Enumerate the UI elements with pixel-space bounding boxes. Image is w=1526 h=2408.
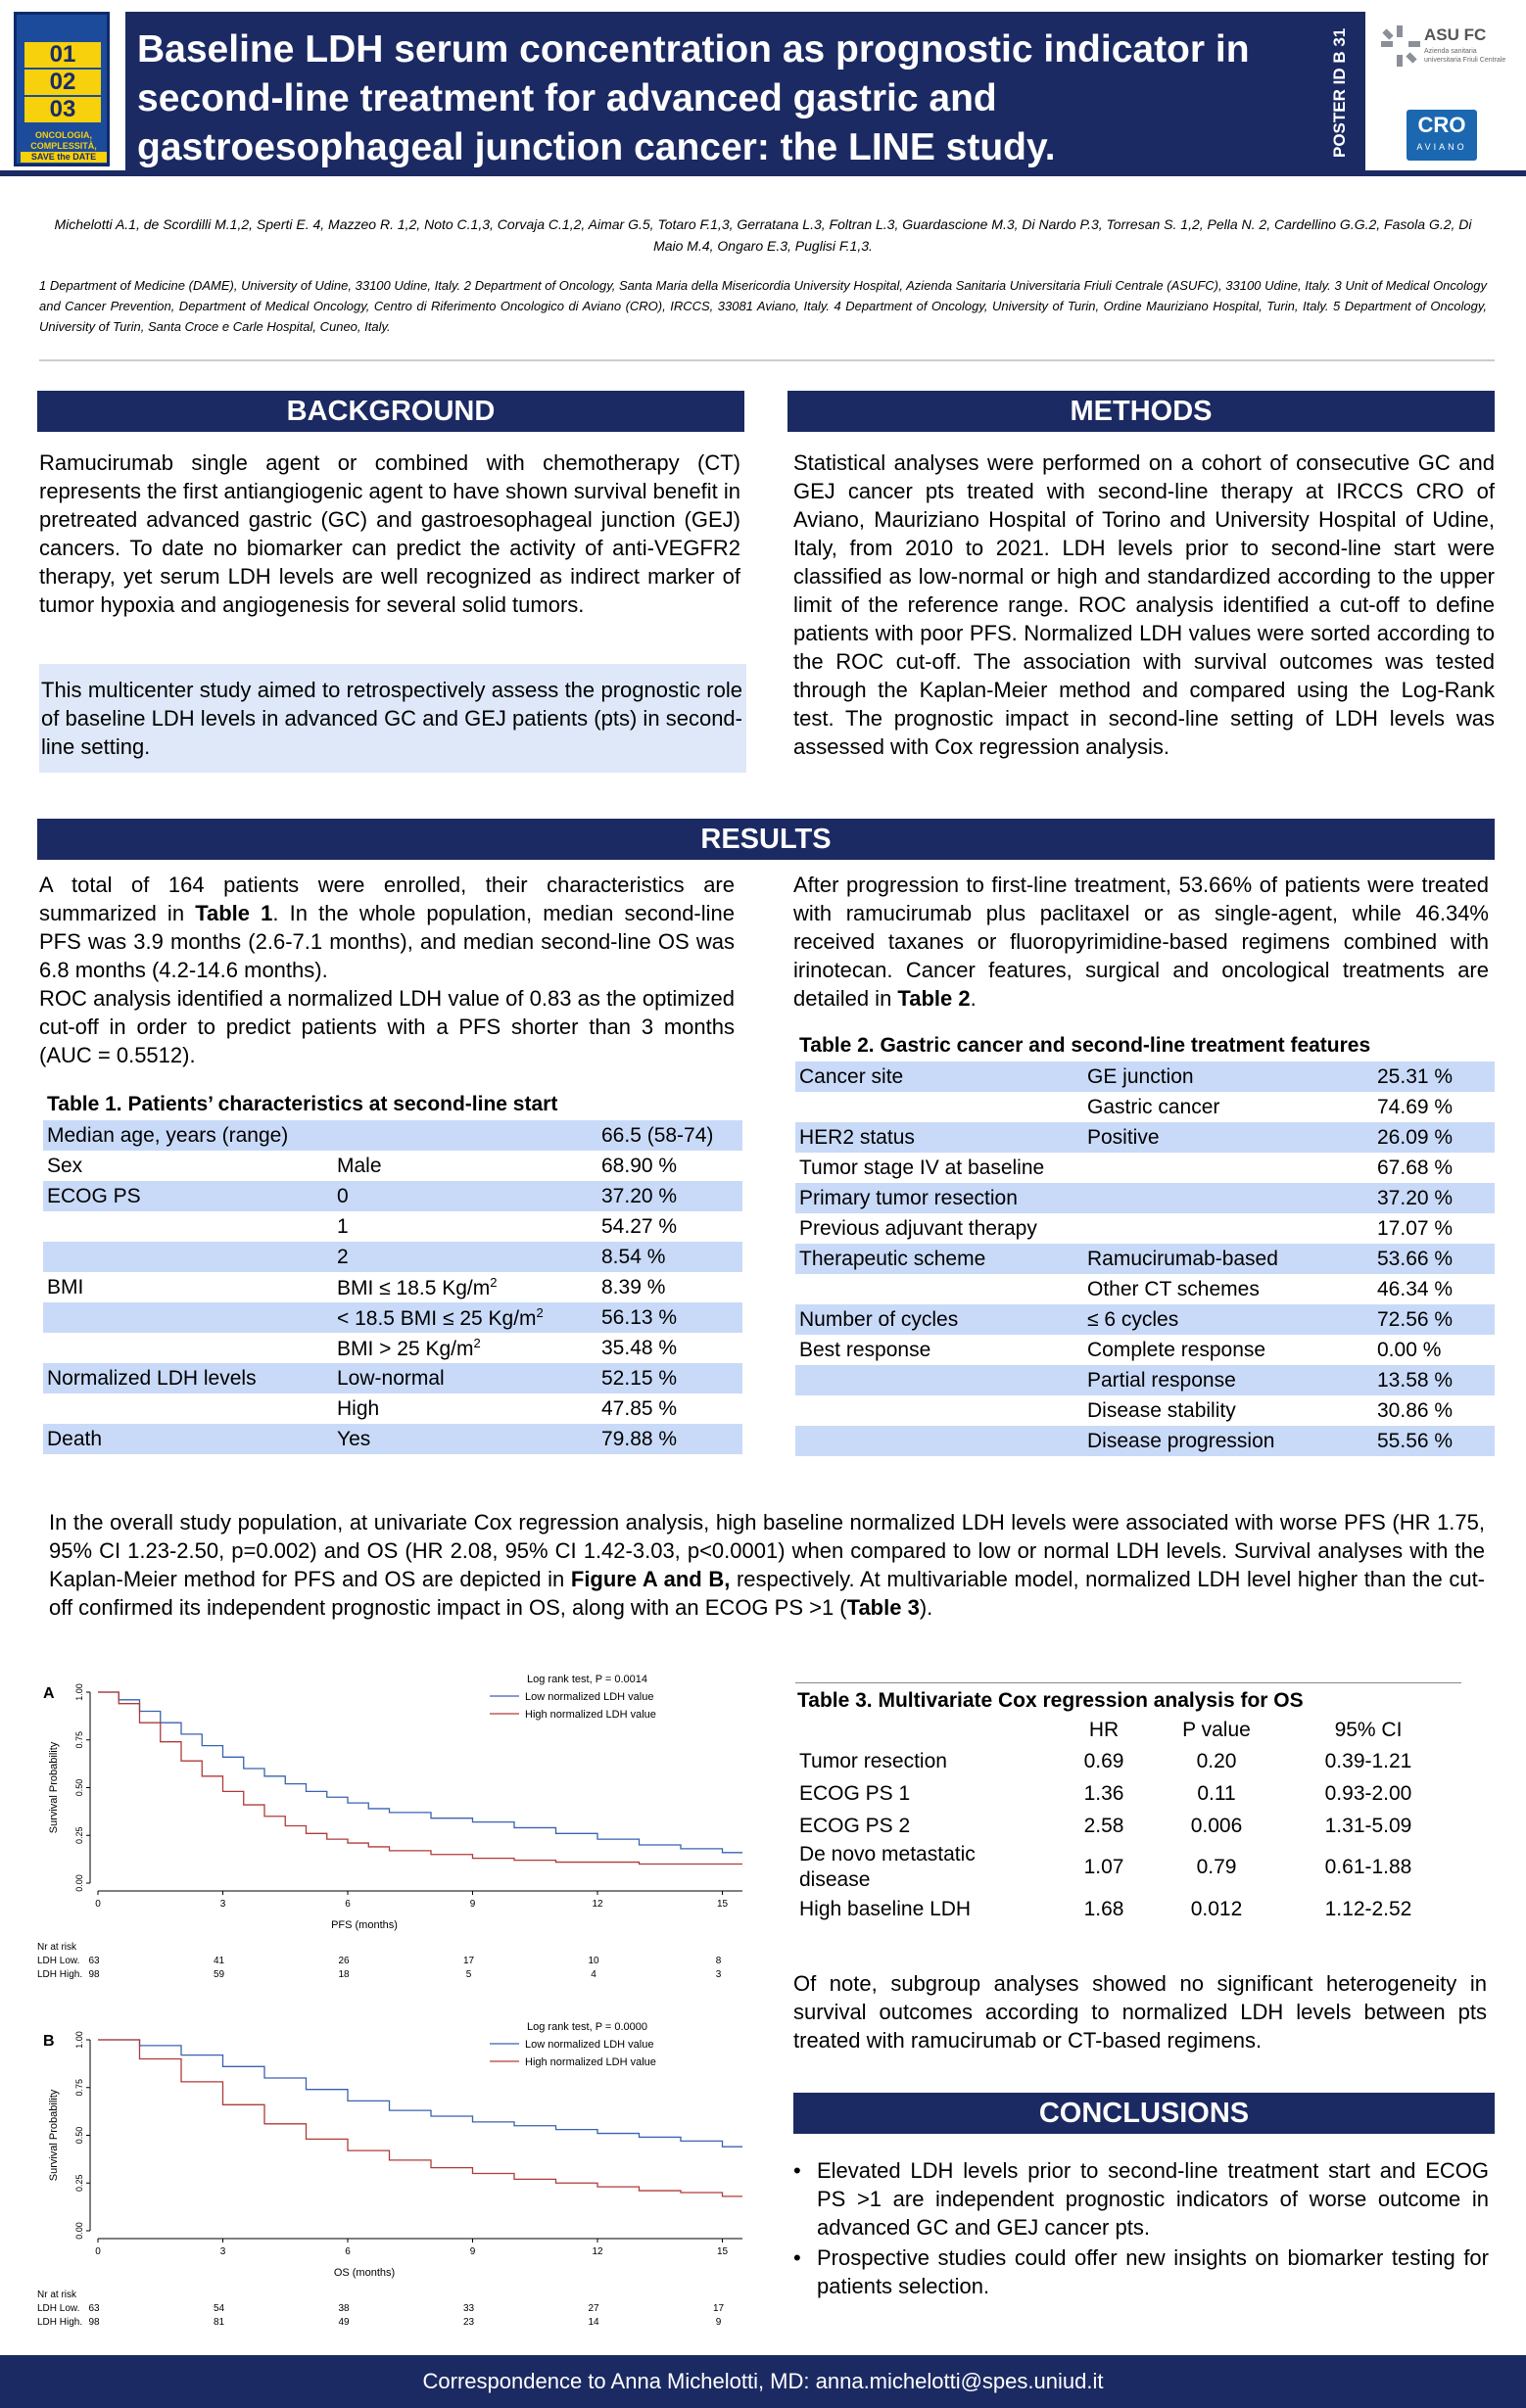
table-cell: 1 bbox=[337, 1214, 349, 1238]
table-row bbox=[795, 1274, 1495, 1304]
table-cell: Primary tumor resection bbox=[795, 1183, 1083, 1213]
risk-value: 33 bbox=[462, 2303, 475, 2314]
table-cell bbox=[1083, 1183, 1373, 1213]
table-row bbox=[43, 1302, 742, 1333]
risk-value: 59 bbox=[213, 1969, 225, 1980]
results-heading: RESULTS bbox=[37, 819, 1495, 860]
table-1 bbox=[43, 1089, 742, 1454]
wide-text-2: respectively. At multivariable model, normalized LDH level higher than the cut-off confirmed its independent prognostic impact in OS, along with an ECOG PS >1 ( bbox=[49, 1567, 1486, 1620]
table1-ref: Table 1 bbox=[195, 901, 273, 925]
x-tick-label: 12 bbox=[592, 2246, 603, 2257]
log-rank-annotation: Log rank test, P = 0.0014 bbox=[527, 1674, 648, 1685]
table-cell: 25.31 % bbox=[1373, 1062, 1495, 1092]
table3-header-row bbox=[795, 1715, 1461, 1745]
x-tick-label: 9 bbox=[469, 1899, 476, 1910]
table-row bbox=[43, 1333, 742, 1363]
results-roc-text: ROC analysis identified a normalized LDH value of 0.83 as the optimized cut-off in order to predict patients with a PFS shorter than 3 months (AUC = 0.5512). bbox=[39, 986, 735, 1067]
table-cell bbox=[795, 1365, 1083, 1395]
table-cell: 0.39-1.21 bbox=[1324, 1749, 1412, 1772]
wide-text-1: In the overall study population, at univariate Cox regression analysis, high baseline normalized LDH levels were associated with worse PFS (HR 1.75, 95% CI 1.23-2.50, p=0.002) and OS (HR 2.08, 95% CI 1.42-3.03, p<0.0001) when compared to low or normal LDH levels. Survival analyses with the Kaplan-Meier method for PFS and OS are depicted in bbox=[49, 1510, 1485, 1591]
x-axis-label: PFS (months) bbox=[331, 1919, 398, 1931]
risk-value: 17 bbox=[712, 2303, 725, 2314]
table-row bbox=[43, 1363, 742, 1393]
conclusions-heading: CONCLUSIONS bbox=[793, 2093, 1495, 2134]
table3-caption: Table 3. Multivariate Cox regression analysis for OS bbox=[797, 1689, 1304, 1712]
table-cell: 0 bbox=[333, 1181, 597, 1211]
table-cell: 74.69 % bbox=[1377, 1095, 1454, 1118]
table2-body bbox=[795, 1062, 1495, 1456]
table1-body bbox=[43, 1120, 742, 1454]
methods-text: Statistical analyses were performed on a cohort of consecutive GC and GEJ cancer pts treated with second-line therapy at IRCCS CRO of Aviano, Mauriziano Hospital of Torino and University Hospital of Udine, Italy, from 2010 to 2021. LDH levels prior to second-line start were classified as low-normal or high and standardized according to the upper limit of the reference range. ROC analysis identified a cut-off to define patients with poor PFS. Normalized LDH values were sorted according to the ROC cut-off. The association with survival outcomes was tested through the Kaplan-Meier method and compared using the Log-Rank test. The prognostic impact in second-line setting of LDH levels was assessed with Cox regression analysis. bbox=[793, 450, 1495, 759]
table-cell: ECOG PS bbox=[43, 1181, 333, 1211]
table-row bbox=[795, 1062, 1495, 1092]
cro-logo bbox=[1407, 110, 1477, 161]
table2-caption: Table 2. Gastric cancer and second-line treatment features bbox=[799, 1034, 1371, 1057]
risk-value: 38 bbox=[338, 2303, 350, 2314]
results-wide-text bbox=[49, 1508, 1485, 1622]
table-cell: 0.012 bbox=[1190, 1897, 1243, 1920]
table-cell: 56.13 % bbox=[597, 1302, 742, 1333]
table-cell: Male bbox=[337, 1154, 382, 1177]
table-row bbox=[43, 1181, 742, 1211]
table-cell bbox=[43, 1393, 333, 1424]
table-cell bbox=[43, 1211, 333, 1242]
subgroup-note: Of note, subgroup analyses showed no significant heterogeneity in survival outcomes according to normalized LDH levels between pts treated with ramucirumab or CT-based regimens. bbox=[793, 1971, 1487, 2053]
results-right-text bbox=[793, 871, 1489, 1013]
table-cell: 72.56 % bbox=[1373, 1304, 1495, 1335]
table-cell bbox=[43, 1302, 333, 1333]
table-cell: Gastric cancer bbox=[1087, 1095, 1220, 1118]
table-cell: 46.34 % bbox=[1377, 1277, 1454, 1300]
table-row bbox=[795, 1395, 1495, 1426]
table-cell: Therapeutic scheme bbox=[795, 1244, 1083, 1274]
table-cell: Positive bbox=[1083, 1122, 1373, 1153]
x-tick-label: 3 bbox=[219, 2246, 226, 2257]
table-row bbox=[795, 1244, 1495, 1274]
affiliations: 1 Department of Medicine (DAME), University of Udine, 33100 Udine, Italy. 2 Department of Oncology, Santa Maria della Misericordia University Hospital, Azienda Sanitaria Universitaria Friuli Centrale (ASUFC), 33100 Udine, Italy. 3 Unit of Medical Oncology and Cancer Prevention, Department of Medical Oncology, Centro di Riferimento Oncologico di Aviano (CRO), IRCCS, 33081 Aviano, Italy. 4 Department of Oncology, University of Turin, Ordine Mauriziano Hospital, Turin, Italy. 5 Department of Oncology, University of Turin, Santa Croce e Carle Hospital, Cuneo, Italy. bbox=[39, 278, 1487, 334]
x-tick-label: 0 bbox=[95, 2246, 101, 2257]
risk-value: 98 bbox=[88, 2317, 100, 2328]
table3-header: HR bbox=[1088, 1718, 1120, 1741]
table-cell: 0.93-2.00 bbox=[1324, 1781, 1412, 1805]
table-cell: ECOG PS 1 bbox=[799, 1781, 911, 1805]
table-cell bbox=[795, 1426, 1083, 1456]
y-axis-label: Survival Probability bbox=[48, 2089, 60, 2182]
table-cell: 0.00 % bbox=[1377, 1338, 1442, 1361]
risk-value: 17 bbox=[462, 1956, 475, 1966]
table-cell: 8.54 % bbox=[597, 1242, 742, 1272]
table-cell: 1.31-5.09 bbox=[1324, 1814, 1412, 1837]
authors: Michelotti A.1, de Scordilli M.1,2, Sperti E. 4, Mazzeo R. 1,2, Noto C.1,3, Corvaja C.1,2, Aimar G.5, Totaro F.1,3, Gerratana L.3, Foltran L.3, Guardascione M.3, Di Nardo P.3, Torresan S. 1,2, Pella N. 2, Cardellino G.G.2, Fasola G.2, Di Maio M.4, Ongaro E.3, Puglisi F.1,3. bbox=[54, 216, 1472, 254]
table-cell: 8.39 % bbox=[601, 1275, 666, 1298]
table-cell: 68.90 % bbox=[601, 1154, 678, 1177]
x-axis-label: OS (months) bbox=[333, 2267, 396, 2279]
table-cell: Death bbox=[43, 1424, 333, 1454]
table-row bbox=[43, 1242, 742, 1272]
table-row bbox=[795, 1153, 1495, 1183]
conclusions-list bbox=[789, 2156, 1489, 2302]
x-tick-label: 6 bbox=[345, 2246, 351, 2257]
risk-value: 63 bbox=[88, 2303, 100, 2314]
risk-value: 8 bbox=[715, 1956, 722, 1966]
table-cell: 0.11 bbox=[1197, 1781, 1236, 1805]
table-cell: ECOG PS 2 bbox=[799, 1814, 911, 1837]
table-cell: 1.68 bbox=[1083, 1897, 1124, 1920]
table-cell: BMI ≤ 18.5 $Kg/m^2$ bbox=[337, 1274, 498, 1299]
results-text-2: . In the whole population, median second-line PFS was 3.9 months (2.6-7.1 months), and median second-line OS was 6.8 months (4.2-14.6 months). bbox=[39, 901, 735, 982]
table-cell: 54.27 % bbox=[601, 1214, 678, 1238]
table-cell: BMI > 25 $Kg/m^2$ bbox=[337, 1335, 481, 1360]
table-cell: GE junction bbox=[1083, 1062, 1373, 1092]
table-cell: 53.66 % bbox=[1373, 1244, 1495, 1274]
table-row bbox=[43, 1151, 742, 1181]
risk-value: 26 bbox=[338, 1956, 350, 1966]
table-row bbox=[43, 1120, 742, 1151]
results-left-text bbox=[39, 871, 735, 1069]
table-cell: 13.58 % bbox=[1373, 1365, 1495, 1395]
table-cell: BMI bbox=[47, 1275, 84, 1298]
table-cell: Best response bbox=[799, 1338, 931, 1361]
table-cell: 55.56 % bbox=[1373, 1426, 1495, 1456]
km-chart-svg bbox=[37, 2012, 742, 2350]
x-tick-label: 0 bbox=[95, 1899, 101, 1910]
table-row bbox=[795, 1092, 1495, 1122]
table3-ref: Table 3 bbox=[846, 1595, 920, 1620]
results-text-1: A total of 164 patients were enrolled, their characteristics are summarized in bbox=[39, 873, 735, 925]
table-cell bbox=[1083, 1153, 1373, 1183]
y-tick-label: 0.25 bbox=[74, 2174, 84, 2193]
y-tick-label: 0.00 bbox=[74, 2222, 84, 2240]
table-row bbox=[795, 1335, 1495, 1365]
table-cell: 0.20 bbox=[1196, 1749, 1237, 1772]
table-cell: 35.48 % bbox=[601, 1336, 678, 1359]
logo-save-date: SAVE the DATE bbox=[21, 152, 107, 163]
table-cell: 17.07 % bbox=[1377, 1216, 1454, 1240]
table3-header bbox=[795, 1715, 1050, 1745]
table-cell: Disease stability bbox=[1087, 1398, 1236, 1422]
table1-caption: Table 1. Patients’ characteristics at second-line start bbox=[47, 1093, 558, 1115]
table-cell bbox=[43, 1333, 333, 1363]
table-cell bbox=[1083, 1213, 1373, 1244]
table-row bbox=[43, 1272, 742, 1302]
table-row bbox=[43, 1211, 742, 1242]
table3-body bbox=[795, 1715, 1461, 1925]
table-cell: Sex bbox=[47, 1154, 83, 1177]
table-cell: 47.85 % bbox=[601, 1396, 678, 1420]
table-row bbox=[795, 1183, 1495, 1213]
risk-table-title: Nr at risk bbox=[37, 2290, 76, 2300]
risk-value: 4 bbox=[591, 1969, 596, 1980]
background-aim: This multicenter study aimed to retrospectively assess the prognostic role of baseline LDH levels in advanced GC and GEJ patients (pts) in second-line setting. bbox=[39, 664, 746, 773]
table-cell: High baseline LDH bbox=[799, 1897, 972, 1920]
table-cell: 0.69 bbox=[1083, 1749, 1124, 1772]
asufc-sub: Azienda sanitaria universitaria Friuli Centrale bbox=[1424, 48, 1506, 64]
table-cell: Tumor stage IV at baseline bbox=[799, 1156, 1045, 1179]
table-row bbox=[795, 1777, 1461, 1810]
table-cell: 0.61-1.88 bbox=[1324, 1856, 1412, 1878]
table-row bbox=[43, 1393, 742, 1424]
legend-label: Low normalized LDH value bbox=[525, 2039, 654, 2051]
table-cell: 0.006 bbox=[1190, 1814, 1243, 1837]
risk-value: 9 bbox=[715, 2317, 722, 2328]
methods-heading: METHODS bbox=[787, 391, 1495, 432]
x-tick-label: 12 bbox=[592, 1899, 603, 1910]
table-cell: Yes bbox=[333, 1424, 597, 1454]
table-row bbox=[795, 1122, 1495, 1153]
table-row bbox=[795, 1745, 1461, 1777]
table-cell: Other CT schemes bbox=[1087, 1277, 1260, 1300]
logo-subtitle: ONCOLOGIA, COMPLESSITÀ, bbox=[30, 130, 97, 151]
risk-value: 98 bbox=[88, 1969, 100, 1980]
title-band bbox=[125, 12, 1314, 173]
legend-label: High normalized LDH value bbox=[525, 2056, 656, 2068]
table-2 bbox=[795, 1030, 1495, 1456]
table-row bbox=[43, 1424, 742, 1454]
x-tick-label: 15 bbox=[716, 2246, 729, 2257]
table-cell: 26.09 % bbox=[1373, 1122, 1495, 1153]
y-tick-label: 0.50 bbox=[74, 2126, 84, 2145]
conclusion-item: • Prospective studies could offer new insights on biomarker testing for patients selection. bbox=[789, 2243, 1489, 2300]
x-tick-label: 9 bbox=[469, 2246, 476, 2257]
x-tick-label: 15 bbox=[716, 1899, 729, 1910]
table-cell: Complete response bbox=[1087, 1338, 1266, 1361]
table-row bbox=[795, 1842, 1461, 1893]
y-tick-label: 1.00 bbox=[74, 1683, 84, 1701]
table-cell bbox=[795, 1092, 1083, 1122]
figure-ref: Figure A and B, bbox=[570, 1567, 731, 1591]
table3-header: 95% CI bbox=[1334, 1718, 1403, 1741]
table-cell bbox=[43, 1242, 333, 1272]
table-cell: HER2 status bbox=[795, 1122, 1083, 1153]
y-tick-label: 1.00 bbox=[74, 2031, 84, 2049]
results-right-2: . bbox=[970, 986, 977, 1011]
table-3 bbox=[795, 1682, 1461, 1925]
risk-value: 23 bbox=[462, 2317, 475, 2328]
table-cell bbox=[795, 1274, 1083, 1304]
table-cell: 79.88 % bbox=[597, 1424, 742, 1454]
divider bbox=[39, 359, 1495, 361]
y-tick-label: 0.00 bbox=[74, 1874, 84, 1892]
risk-value: 54 bbox=[213, 2303, 225, 2314]
panel-label: A bbox=[43, 1685, 55, 1702]
table3-header: P value bbox=[1182, 1718, 1251, 1741]
table-cell: 2.58 bbox=[1083, 1814, 1124, 1837]
table-cell: Disease progression bbox=[1083, 1426, 1373, 1456]
background-heading: BACKGROUND bbox=[37, 391, 744, 432]
y-tick-label: 0.75 bbox=[74, 1730, 84, 1749]
table-cell: Tumor resection bbox=[799, 1749, 947, 1772]
table-row bbox=[795, 1213, 1495, 1244]
results-right-1: After progression to first-line treatment, 53.66% of patients were treated with ramucirumab plus paclitaxel or as single-agent, while 46.34% received taxanes or fluoropyrimidine-based regimens combined with irinotecan. Cancer features, surgical and oncological treatments are detailed in bbox=[793, 873, 1489, 1011]
risk-value: 41 bbox=[213, 1956, 225, 1966]
y-axis-label: Survival Probability bbox=[48, 1741, 60, 1834]
legend-label: High normalized LDH value bbox=[525, 1709, 656, 1721]
logo-line-3: 03 bbox=[24, 97, 101, 122]
table-cell: 67.68 % bbox=[1377, 1156, 1454, 1179]
panel-label: B bbox=[43, 2033, 55, 2050]
km-plot-a bbox=[37, 1665, 742, 2007]
table-cell: Ramucirumab-based bbox=[1083, 1244, 1373, 1274]
table-cell: Cancer site bbox=[795, 1062, 1083, 1092]
km-plot-b bbox=[37, 2012, 742, 2350]
risk-value: 63 bbox=[88, 1956, 100, 1966]
table-cell: Partial response bbox=[1083, 1365, 1373, 1395]
table-cell: 37.20 % bbox=[597, 1181, 742, 1211]
risk-value: 27 bbox=[588, 2303, 599, 2314]
asufc-logo bbox=[1381, 20, 1508, 88]
table-cell bbox=[333, 1120, 597, 1151]
x-tick-label: 6 bbox=[345, 1899, 351, 1910]
logo-line-2: 02 bbox=[24, 70, 101, 95]
congress-logo bbox=[14, 12, 110, 166]
risk-row-label: LDH High. bbox=[37, 1969, 83, 1980]
cro-name: CRO bbox=[1417, 113, 1466, 137]
y-tick-label: 0.25 bbox=[74, 1826, 84, 1845]
risk-row-label: LDH Low. bbox=[37, 2303, 80, 2314]
header bbox=[0, 0, 1526, 176]
table-cell: 66.5 (58-74) bbox=[597, 1120, 742, 1151]
table-row bbox=[795, 1810, 1461, 1842]
table-cell: Low-normal bbox=[333, 1363, 597, 1393]
asufc-mark-icon bbox=[1381, 25, 1420, 69]
table-cell: 30.86 % bbox=[1377, 1398, 1454, 1422]
y-tick-label: 0.75 bbox=[74, 2078, 84, 2097]
conclusion-item: • Elevated LDH levels prior to second-line treatment start and ECOG PS >1 are independent prognostic indicators of worse outcome in advanced GC and GEJ cancer pts. bbox=[789, 2156, 1489, 2242]
table-cell: Number of cycles bbox=[795, 1304, 1083, 1335]
table-cell: ≤ 6 cycles bbox=[1083, 1304, 1373, 1335]
table-cell: Previous adjuvant therapy bbox=[799, 1216, 1037, 1240]
log-rank-annotation: Log rank test, P = 0.0000 bbox=[527, 2021, 648, 2033]
table-cell: High bbox=[337, 1396, 380, 1420]
table-cell: < 18.5 BMI ≤ 25 $Kg/m^2$ bbox=[333, 1302, 597, 1333]
risk-value: 49 bbox=[338, 2317, 350, 2328]
risk-row-label: LDH High. bbox=[37, 2317, 83, 2328]
poster-title: Baseline LDH serum concentration as prognostic indicator in second-line treatment for advanced gastric and gastroesophageal junction cancer: the LINE study. bbox=[137, 28, 1250, 168]
table-cell: 2 bbox=[333, 1242, 597, 1272]
risk-value: 18 bbox=[338, 1969, 350, 1980]
table-row bbox=[795, 1426, 1495, 1456]
x-tick-label: 3 bbox=[219, 1899, 226, 1910]
poster-id: POSTER ID B 31 bbox=[1314, 12, 1365, 173]
table-row bbox=[795, 1365, 1495, 1395]
legend-label: Low normalized LDH value bbox=[525, 1691, 654, 1703]
logo-line-1: 01 bbox=[24, 42, 101, 68]
table-cell: 1.12-2.52 bbox=[1324, 1897, 1412, 1920]
table2-ref: Table 2 bbox=[897, 986, 971, 1011]
table-cell: 0.79 bbox=[1196, 1856, 1237, 1878]
table-cell: Normalized LDH levels bbox=[43, 1363, 333, 1393]
table-cell: 52.15 % bbox=[597, 1363, 742, 1393]
risk-value: 81 bbox=[213, 2317, 225, 2328]
background-text: Ramucirumab single agent or combined with chemotherapy (CT) represents the first antiangiogenic agent to have shown survival benefit in pretreated advanced gastric (GC) and gastroesophageal junction (GEJ) cancers. To date no biomarker can predict the activity of anti-VEGFR2 therapy, yet serum LDH levels are well recognized as indirect marker of tumor hypoxia and angiogenesis for several solid tumors. bbox=[39, 450, 740, 617]
risk-value: 3 bbox=[715, 1969, 722, 1980]
risk-value: 5 bbox=[465, 1969, 472, 1980]
risk-value: 10 bbox=[588, 1956, 599, 1966]
asufc-name: ASU FC bbox=[1424, 25, 1487, 44]
wide-text-3: ). bbox=[919, 1595, 933, 1620]
risk-table-title: Nr at risk bbox=[37, 1942, 76, 1953]
table-row bbox=[795, 1304, 1495, 1335]
footer-correspondence: Correspondence to Anna Michelotti, MD: anna.michelotti@spes.uniud.it bbox=[0, 2355, 1526, 2408]
table-row bbox=[795, 1893, 1461, 1925]
risk-row-label: LDH Low. bbox=[37, 1956, 80, 1966]
km-chart-svg bbox=[37, 1665, 742, 2007]
table-cell: 1.36 bbox=[1083, 1781, 1124, 1805]
cro-sub: AVIANO bbox=[1416, 142, 1467, 152]
table-cell: Median age, years (range) bbox=[43, 1120, 333, 1151]
risk-value: 14 bbox=[588, 2317, 599, 2328]
table-cell: De novo metastatic disease bbox=[799, 1843, 976, 1891]
table-cell: 1.07 bbox=[1083, 1856, 1124, 1878]
y-tick-label: 0.50 bbox=[74, 1778, 84, 1797]
table-cell bbox=[795, 1395, 1083, 1426]
table-cell: 37.20 % bbox=[1373, 1183, 1495, 1213]
